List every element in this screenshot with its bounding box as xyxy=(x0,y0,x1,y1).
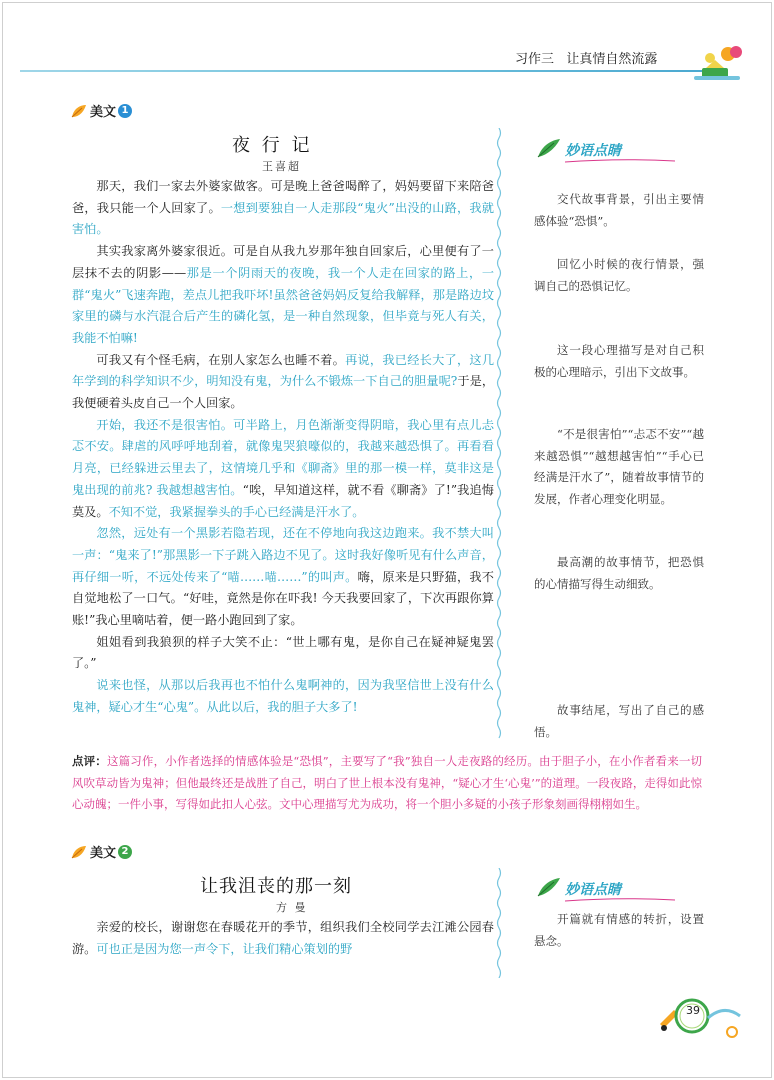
paragraph: 亲爱的校长，谢谢您在春暖花开的季节，组织我们全校同学去江滩公园春游。可也正是因为您一声令下，让我们精心策划的野 xyxy=(72,920,494,956)
note-4: “不是很害怕”“忐忑不安”“越来越恐惧”“越想越害怕”“手心已经满是汗水了”，随着故事情节的发展，作者心理变化明显。 xyxy=(534,427,704,507)
review-text: 这篇习作，小作者选择的情感体验是“恐惧”，主要写了“我”独自一人走夜路的经历。由于胆子小，在小作者看来一切风吹草动皆为鬼神；但他最终还是战胜了自己，明白了世上根本没有鬼神，“疑心才生‘心鬼’”的道理。一段夜路，走得如此惊心动魄；一件小事，写得如此扣人心弦。文中心理描写尤为成功，将一个胆小多疑的小孩子形象刻画得栩栩如生。 xyxy=(72,754,703,812)
paragraph: 开始，我还不是很害怕。可半路上，月色渐渐变得阴暗，我心里有点儿忐忑不安。肆虐的风呼呼地刮着，就像鬼哭狼嚎似的，我越来越恐惧了。再看看月亮，已经躲进云里去了，这情境几乎和《聊斋》里的那一模一样，莫非这是鬼出现的前兆? 我越想越害怕。“唉，早知道这样，就不看《聊斋》了!”我追悔莫及。不知不觉，我紧握拳头的手心已经满是汗水了。 xyxy=(72,417,494,519)
page-number-badge xyxy=(652,994,752,1044)
paragraph: 姐姐看到我狼狈的样子大笑不止：“世上哪有鬼，是你自己在疑神疑鬼罢了。” xyxy=(72,634,494,671)
header-underline xyxy=(565,158,675,164)
note-3: 这一段心理描写是对自己积极的心理暗示，引出下文故事。 xyxy=(534,343,704,379)
paragraph: 那天，我们一家去外婆家做客。可是晚上爸爸喝醉了，妈妈要留下来陪爸爸，我只能一个人回家了。一想到要独自一人走那段“鬼火”出没的山路，我就害怕。 xyxy=(72,179,494,237)
chapter-title: 让真情自然流露 xyxy=(566,52,658,67)
header-rule xyxy=(20,70,710,72)
notes-header: 妙语点睛 xyxy=(565,882,621,898)
paragraph: 说来也怪，从那以后我再也不怕什么鬼啊神的，因为我坚信世上没有什么鬼神，疑心才生“心鬼”。从此以后，我的胆子大多了! xyxy=(72,678,494,714)
section1-marker xyxy=(70,101,132,120)
section1-title: 夜 行 记 xyxy=(232,135,313,156)
header-title xyxy=(515,48,657,67)
note-2: 回忆小时候的夜行情景，强调自己的恐惧记忆。 xyxy=(534,257,704,293)
feather-icon xyxy=(536,137,562,159)
notes-header: 妙语点睛 xyxy=(565,143,621,159)
reading-cartoon-icon xyxy=(688,42,748,86)
wavy-divider xyxy=(496,128,502,743)
page-number: 39 xyxy=(686,1004,700,1017)
section2-marker xyxy=(70,842,132,861)
paragraph: 忽然，远处有一个黑影若隐若现，还在不停地向我这边跑来。我不禁大叫一声：“鬼来了!”那黑影一下子跳入路边不见了。这时我好像听见有什么声音，再仔细一听，不远处传来了“喵……喵……”的叫声。嗨，原来是只野猫，我不自觉地松了一口气。“好哇，竟然是你在吓我! 今天我要回家了，下次再跟你算账!”我心里嘀咕着，便一路小跑回到了家。 xyxy=(72,526,494,628)
chapter-label: 习作三 xyxy=(515,52,555,67)
section2-body xyxy=(72,917,494,960)
leaf-icon xyxy=(70,844,88,860)
note-5: 最高潮的故事情节，把恐惧的心情描写得生动细致。 xyxy=(534,555,704,591)
leaf-icon xyxy=(70,103,88,119)
section1-label: 美文 xyxy=(90,105,117,120)
review-label: 点评： xyxy=(72,754,107,768)
note-1: 交代故事背景，引出主要情感体验“恐惧”。 xyxy=(534,192,704,228)
section1-author: 王喜超 xyxy=(262,160,301,173)
paragraph: 可我又有个怪毛病，在别人家怎么也睡不着。再说，我已经长大了，这几年学到的科学知识不少，明知没有鬼，为什么不锻炼一下自己的胆量呢?于是，我便硬着头皮自己一个人回家。 xyxy=(72,352,495,411)
note-section2: 开篇就有情感的转折，设置悬念。 xyxy=(534,912,704,948)
header-underline xyxy=(565,897,675,903)
section2-title: 让我沮丧的那一刻 xyxy=(200,876,352,897)
section2-label: 美文 xyxy=(90,846,117,861)
section1-body xyxy=(72,176,494,719)
section1-number: 1 xyxy=(118,104,132,118)
section2-number: 2 xyxy=(118,845,132,859)
review-comment xyxy=(72,751,702,816)
feather-icon xyxy=(536,876,562,898)
wavy-divider xyxy=(496,868,502,978)
paragraph: 其实我家离外婆家很近。可是自从我九岁那年独自回家后，心里便有了一层抹不去的阴影——那是一个阴雨天的夜晚，我一个人走在回家的路上，一群“鬼火”飞速奔跑，差点儿把我吓坏!虽然爸爸妈妈反复给我解释，那是路边坟家里的磷与水汽混合后产生的磷化氢，是一种自然现象，但毕竟与死人有关，我能不怕嘛! xyxy=(72,244,495,345)
note-6: 故事结尾，写出了自己的感悟。 xyxy=(534,703,704,739)
section2-author: 方 曼 xyxy=(276,901,308,914)
